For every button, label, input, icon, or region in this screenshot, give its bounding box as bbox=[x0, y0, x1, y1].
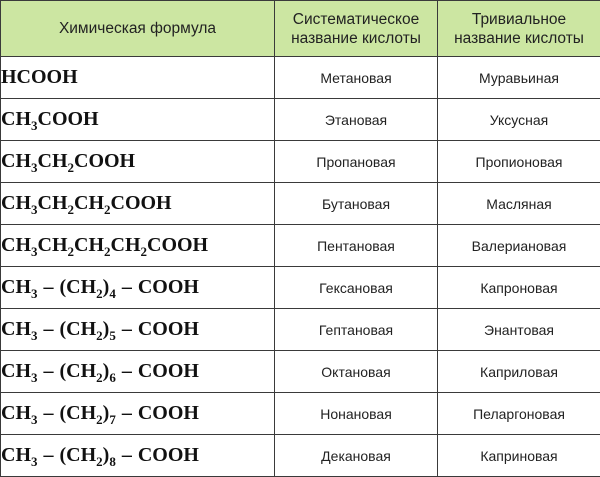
systematic-name-cell: Метановая bbox=[275, 57, 438, 99]
systematic-name-cell: Бутановая bbox=[275, 183, 438, 225]
formula-text: COOH bbox=[74, 150, 135, 172]
formula-subscript: 2 bbox=[96, 328, 103, 343]
formula-text: ) bbox=[103, 318, 110, 340]
table-row bbox=[1, 393, 600, 435]
formula-text: ) bbox=[103, 360, 110, 382]
header-formula: Химическая формула bbox=[1, 1, 275, 57]
formula-subscript: 2 bbox=[96, 454, 103, 469]
table-body bbox=[1, 57, 600, 477]
systematic-name-cell: Октановая bbox=[275, 351, 438, 393]
formula-dash: – bbox=[116, 444, 138, 466]
formula-subscript: 5 bbox=[109, 328, 116, 343]
formula-subscript: 3 bbox=[31, 412, 38, 427]
formula-dash: – bbox=[38, 360, 60, 382]
table-row bbox=[1, 435, 600, 477]
header-row bbox=[1, 1, 600, 57]
trivial-name-cell: Муравьиная bbox=[438, 57, 600, 99]
formula-cell bbox=[1, 57, 275, 99]
formula-dash: – bbox=[38, 444, 60, 466]
formula-subscript: 2 bbox=[68, 244, 75, 259]
formula-text: COOH bbox=[138, 360, 199, 382]
trivial-name-cell: Масляная bbox=[438, 183, 600, 225]
formula-subscript: 2 bbox=[141, 244, 148, 259]
table-row bbox=[1, 99, 600, 141]
formula-text: COOH bbox=[138, 402, 199, 424]
formula-subscript: 7 bbox=[109, 412, 116, 427]
formula-cell bbox=[1, 309, 275, 351]
formula-subscript: 3 bbox=[31, 160, 38, 175]
formula-subscript: 3 bbox=[31, 370, 38, 385]
systematic-name-cell: Этановая bbox=[275, 99, 438, 141]
formula-subscript: 2 bbox=[96, 286, 103, 301]
trivial-name-cell: Каприловая bbox=[438, 351, 600, 393]
formula-cell bbox=[1, 267, 275, 309]
formula-text: (CH bbox=[60, 276, 97, 298]
formula-subscript: 3 bbox=[31, 118, 38, 133]
formula-dash: – bbox=[38, 276, 60, 298]
formula-subscript: 2 bbox=[104, 202, 111, 217]
formula-subscript: 2 bbox=[68, 202, 75, 217]
systematic-name-cell: Декановая bbox=[275, 435, 438, 477]
formula-text: ) bbox=[103, 402, 110, 424]
formula-cell bbox=[1, 183, 275, 225]
formula-text: CH bbox=[38, 234, 68, 256]
formula-cell bbox=[1, 225, 275, 267]
formula-subscript: 3 bbox=[31, 202, 38, 217]
formula-subscript: 2 bbox=[104, 244, 111, 259]
formula-text: COOH bbox=[138, 318, 199, 340]
formula-subscript: 3 bbox=[31, 328, 38, 343]
formula-text: CH bbox=[1, 360, 31, 382]
formula-cell bbox=[1, 435, 275, 477]
formula-text: (CH bbox=[60, 402, 97, 424]
systematic-name-cell: Пропановая bbox=[275, 141, 438, 183]
table-row bbox=[1, 225, 600, 267]
formula-text: CH bbox=[74, 192, 104, 214]
table-row bbox=[1, 57, 600, 99]
trivial-name-cell: Пропионовая bbox=[438, 141, 600, 183]
formula-subscript: 3 bbox=[31, 286, 38, 301]
formula-cell bbox=[1, 393, 275, 435]
formula-text: CH bbox=[1, 108, 31, 130]
formula-text: CH bbox=[1, 192, 31, 214]
table-row bbox=[1, 351, 600, 393]
formula-subscript: 8 bbox=[109, 454, 116, 469]
formula-dash: – bbox=[38, 318, 60, 340]
table-row bbox=[1, 267, 600, 309]
formula-subscript: 2 bbox=[68, 160, 75, 175]
table-row bbox=[1, 141, 600, 183]
trivial-name-cell: Пеларгоновая bbox=[438, 393, 600, 435]
formula-text: COOH bbox=[111, 192, 172, 214]
formula-text: CH bbox=[1, 234, 31, 256]
systematic-name-cell: Пентановая bbox=[275, 225, 438, 267]
formula-text: COOH bbox=[138, 276, 199, 298]
formula-text: CH bbox=[1, 402, 31, 424]
formula-text: CH bbox=[74, 234, 104, 256]
formula-text: ) bbox=[103, 444, 110, 466]
formula-text: CH bbox=[1, 318, 31, 340]
formula-dash: – bbox=[116, 360, 138, 382]
formula-text: COOH bbox=[147, 234, 208, 256]
formula-subscript: 3 bbox=[31, 244, 38, 259]
formula-subscript: 4 bbox=[109, 286, 116, 301]
formula-text: CH bbox=[1, 276, 31, 298]
formula-subscript: 2 bbox=[96, 412, 103, 427]
formula-subscript: 2 bbox=[96, 370, 103, 385]
formula-text: CH bbox=[1, 444, 31, 466]
formula-text: CH bbox=[1, 150, 31, 172]
formula-text: (CH bbox=[60, 318, 97, 340]
formula-subscript: 3 bbox=[31, 454, 38, 469]
formula-cell bbox=[1, 351, 275, 393]
formula-text: (CH bbox=[60, 444, 97, 466]
systematic-name-cell: Гептановая bbox=[275, 309, 438, 351]
table-row bbox=[1, 183, 600, 225]
formula-text: CH bbox=[38, 192, 68, 214]
header-systematic-line1: Систематическое bbox=[293, 11, 419, 28]
formula-text: (CH bbox=[60, 360, 97, 382]
formula-dash: – bbox=[38, 402, 60, 424]
trivial-name-cell: Каприновая bbox=[438, 435, 600, 477]
formula-text: CH bbox=[38, 150, 68, 172]
trivial-name-cell: Энантовая bbox=[438, 309, 600, 351]
trivial-name-cell: Валериановая bbox=[438, 225, 600, 267]
formula-dash: – bbox=[116, 318, 138, 340]
formula-text: COOH bbox=[38, 108, 99, 130]
formula-text: ) bbox=[103, 276, 110, 298]
table-header bbox=[1, 1, 600, 57]
trivial-name-cell: Уксусная bbox=[438, 99, 600, 141]
formula-cell bbox=[1, 141, 275, 183]
formula-dash: – bbox=[116, 276, 138, 298]
formula-subscript: 6 bbox=[109, 370, 116, 385]
table-row bbox=[1, 309, 600, 351]
header-trivial-line2: название кислоты bbox=[454, 30, 584, 47]
formula-text: COOH bbox=[138, 444, 199, 466]
formula-cell bbox=[1, 99, 275, 141]
formula-dash: – bbox=[116, 402, 138, 424]
header-systematic-name bbox=[275, 1, 438, 57]
header-systematic-line2: название кислоты bbox=[291, 30, 421, 47]
header-trivial-name bbox=[438, 1, 600, 57]
systematic-name-cell: Нонановая bbox=[275, 393, 438, 435]
formula-text: HCOOH bbox=[1, 66, 78, 88]
header-trivial-line1: Тривиальное bbox=[472, 11, 566, 28]
trivial-name-cell: Капроновая bbox=[438, 267, 600, 309]
formula-text: CH bbox=[111, 234, 141, 256]
systematic-name-cell: Гексановая bbox=[275, 267, 438, 309]
